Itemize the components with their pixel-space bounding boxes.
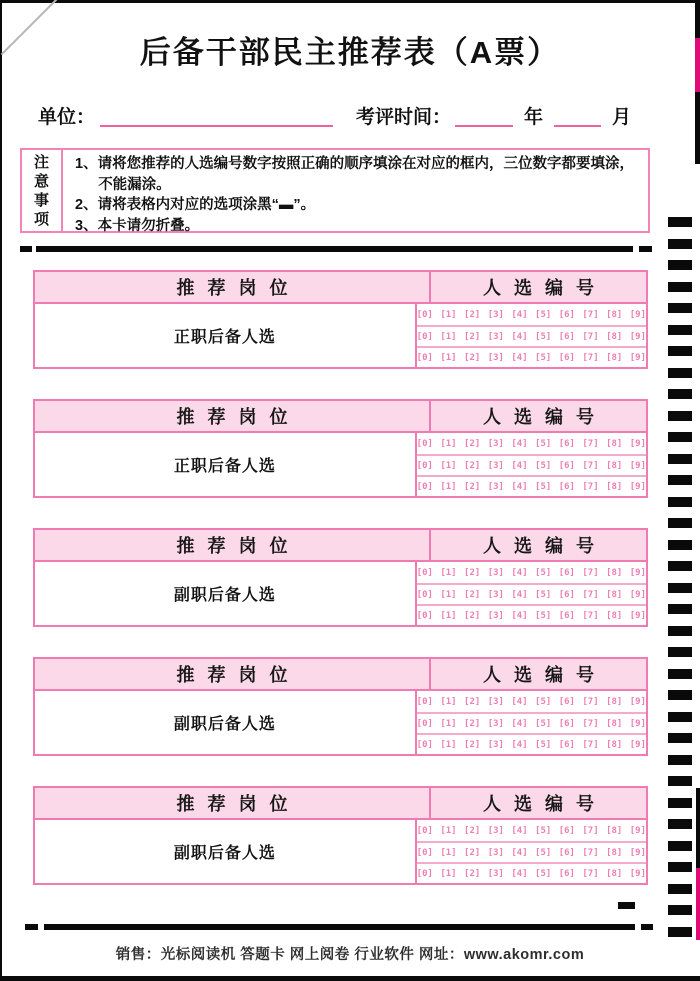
timing-mark bbox=[668, 733, 692, 743]
scan-edge-bottom bbox=[0, 976, 700, 981]
separator-dash bbox=[639, 246, 652, 252]
recommendation-table-4 bbox=[33, 657, 648, 756]
separator-bar-top bbox=[36, 246, 633, 252]
bubble-row[interactable]: [0] [1] [2] [3] [4] [5] [6] [7] [8] [9] bbox=[416, 696, 646, 707]
card-edge-strip bbox=[696, 788, 700, 868]
notes-side-label bbox=[22, 150, 63, 231]
bubble-rows bbox=[417, 691, 646, 754]
separator-dash bbox=[25, 924, 38, 930]
bubble-row[interactable]: [0] [1] [2] [3] [4] [5] [6] [7] [8] [9] bbox=[416, 309, 646, 320]
bubble-rows bbox=[417, 433, 646, 496]
timing-mark bbox=[668, 604, 692, 614]
bubble-row[interactable]: [0] [1] [2] [3] [4] [5] [6] [7] [8] [9] bbox=[417, 733, 646, 754]
bubble-row[interactable]: [0] [1] [2] [3] [4] [5] [6] [7] [8] [9] bbox=[417, 583, 646, 604]
col-header-position: 推荐岗位 bbox=[35, 530, 431, 560]
timing-mark bbox=[668, 819, 692, 829]
bubble-row[interactable]: [0] [1] [2] [3] [4] [5] [6] [7] [8] [9] bbox=[417, 475, 646, 496]
bubble-row[interactable]: [0] [1] [2] [3] [4] [5] [6] [7] [8] [9] bbox=[417, 841, 646, 862]
note-item-2: 2、请将表格内对应的选项涂黑“▬”。 bbox=[75, 197, 316, 213]
col-header-number: 人选编号 bbox=[483, 278, 607, 298]
bubble-row[interactable]: [0] [1] [2] [3] [4] [5] [6] [7] [8] [9] bbox=[417, 454, 646, 475]
bubble-row[interactable]: [0] [1] [2] [3] [4] [5] [6] [7] [8] [9] bbox=[417, 712, 646, 733]
bubble-row[interactable]: [0] [1] [2] [3] [4] [5] [6] [7] [8] [9] bbox=[417, 604, 646, 625]
table-body bbox=[35, 820, 646, 883]
bubble-row[interactable]: [0] [1] [2] [3] [4] [5] [6] [7] [8] [9] bbox=[417, 862, 646, 883]
table-body bbox=[35, 304, 646, 367]
timing-mark bbox=[668, 540, 692, 550]
timing-mark bbox=[668, 776, 692, 786]
timing-mark bbox=[668, 862, 692, 872]
bubble-row[interactable]: [0] [1] [2] [3] [4] [5] [6] [7] [8] [9] bbox=[417, 346, 646, 367]
timing-mark bbox=[668, 755, 692, 765]
timing-mark bbox=[668, 583, 692, 593]
position-label: 副职后备人选 bbox=[35, 562, 417, 625]
timing-mark bbox=[668, 389, 692, 399]
table-header-row bbox=[35, 272, 646, 304]
position-label: 正职后备人选 bbox=[35, 433, 417, 496]
separator-bar-bottom bbox=[44, 924, 635, 930]
separator-dash bbox=[641, 924, 653, 930]
timing-mark bbox=[668, 905, 692, 915]
note-item-3: 3、本卡请勿折叠。 bbox=[75, 217, 200, 234]
timing-mark bbox=[668, 260, 692, 270]
scan-edge-top bbox=[0, 0, 700, 3]
timing-mark bbox=[668, 239, 692, 249]
timing-mark bbox=[668, 690, 692, 700]
table-header-row bbox=[35, 788, 646, 820]
form-header-row bbox=[0, 99, 700, 129]
registration-dash bbox=[618, 902, 635, 909]
year-input-line[interactable] bbox=[455, 99, 513, 127]
timing-mark bbox=[668, 282, 692, 292]
separator-dash bbox=[20, 246, 32, 252]
notes-box bbox=[20, 148, 650, 233]
bubble-row[interactable]: [0] [1] [2] [3] [4] [5] [6] [7] [8] [9] bbox=[417, 325, 646, 346]
card-edge-strip-magenta bbox=[696, 868, 700, 940]
col-header-number: 人选编号 bbox=[483, 407, 607, 427]
timing-mark bbox=[668, 325, 692, 335]
col-header-number: 人选编号 bbox=[483, 536, 607, 556]
evaluation-time-label: 考评时间： bbox=[356, 107, 452, 128]
timing-mark bbox=[668, 368, 692, 378]
timing-mark bbox=[668, 303, 692, 313]
timing-mark bbox=[668, 475, 692, 485]
col-header-number: 人选编号 bbox=[483, 794, 607, 814]
note-item-1: 1、请将您推荐的人选编号数字按照正确的顺序填涂在对应的框内，三位数字都要填涂，不能漏涂。 bbox=[75, 156, 635, 193]
notes-body bbox=[63, 150, 648, 234]
recommendation-table-3 bbox=[33, 528, 648, 627]
col-header-number: 人选编号 bbox=[483, 665, 607, 685]
recommendation-table-1 bbox=[33, 270, 648, 369]
timing-mark bbox=[668, 432, 692, 442]
col-header-position: 推荐岗位 bbox=[35, 401, 431, 431]
year-label: 年 bbox=[524, 107, 544, 128]
position-label: 副职后备人选 bbox=[35, 820, 417, 883]
table-header-row bbox=[35, 530, 646, 562]
bubble-rows bbox=[417, 820, 646, 883]
timing-mark bbox=[668, 454, 692, 464]
table-body bbox=[35, 433, 646, 496]
col-header-position: 推荐岗位 bbox=[35, 659, 431, 689]
timing-mark bbox=[668, 669, 692, 679]
scan-edge-left bbox=[0, 0, 2, 981]
bubble-row[interactable]: [0] [1] [2] [3] [4] [5] [6] [7] [8] [9] bbox=[416, 567, 646, 578]
timing-mark bbox=[668, 518, 692, 528]
bubble-row[interactable]: [0] [1] [2] [3] [4] [5] [6] [7] [8] [9] bbox=[416, 438, 646, 449]
footer-text: 销售：光标阅读机 答题卡 网上阅卷 行业软件 网址：www.akomr.com bbox=[115, 947, 585, 963]
page-title: 后备干部民主推荐表（A票） bbox=[139, 35, 561, 70]
timing-mark bbox=[668, 884, 692, 894]
timing-mark bbox=[668, 217, 692, 227]
bubble-rows bbox=[417, 562, 646, 625]
tables-section bbox=[33, 270, 648, 915]
timing-mark bbox=[668, 497, 692, 507]
month-label: 月 bbox=[612, 107, 632, 128]
timing-mark bbox=[668, 798, 692, 808]
recommendation-table-5 bbox=[33, 786, 648, 885]
position-label: 正职后备人选 bbox=[35, 304, 417, 367]
position-label: 副职后备人选 bbox=[35, 691, 417, 754]
recommendation-table-2 bbox=[33, 399, 648, 498]
timing-mark bbox=[668, 927, 692, 937]
col-header-position: 推荐岗位 bbox=[35, 788, 431, 818]
table-header-row bbox=[35, 659, 646, 691]
timing-mark bbox=[668, 712, 692, 722]
bubble-rows bbox=[417, 304, 646, 367]
timing-mark bbox=[668, 647, 692, 657]
timing-mark bbox=[668, 346, 692, 356]
month-input-line[interactable] bbox=[554, 99, 601, 127]
unit-input-line[interactable] bbox=[100, 99, 333, 127]
table-body bbox=[35, 562, 646, 625]
bubble-row[interactable]: [0] [1] [2] [3] [4] [5] [6] [7] [8] [9] bbox=[416, 825, 646, 836]
unit-label: 单位： bbox=[38, 107, 96, 128]
notes-side-text: 注意事项 bbox=[34, 153, 50, 228]
timing-mark bbox=[668, 626, 692, 636]
timing-mark bbox=[668, 561, 692, 571]
col-header-position: 推荐岗位 bbox=[35, 272, 431, 302]
table-body bbox=[35, 691, 646, 754]
timing-mark bbox=[668, 841, 692, 851]
table-header-row bbox=[35, 401, 646, 433]
timing-mark bbox=[668, 411, 692, 421]
